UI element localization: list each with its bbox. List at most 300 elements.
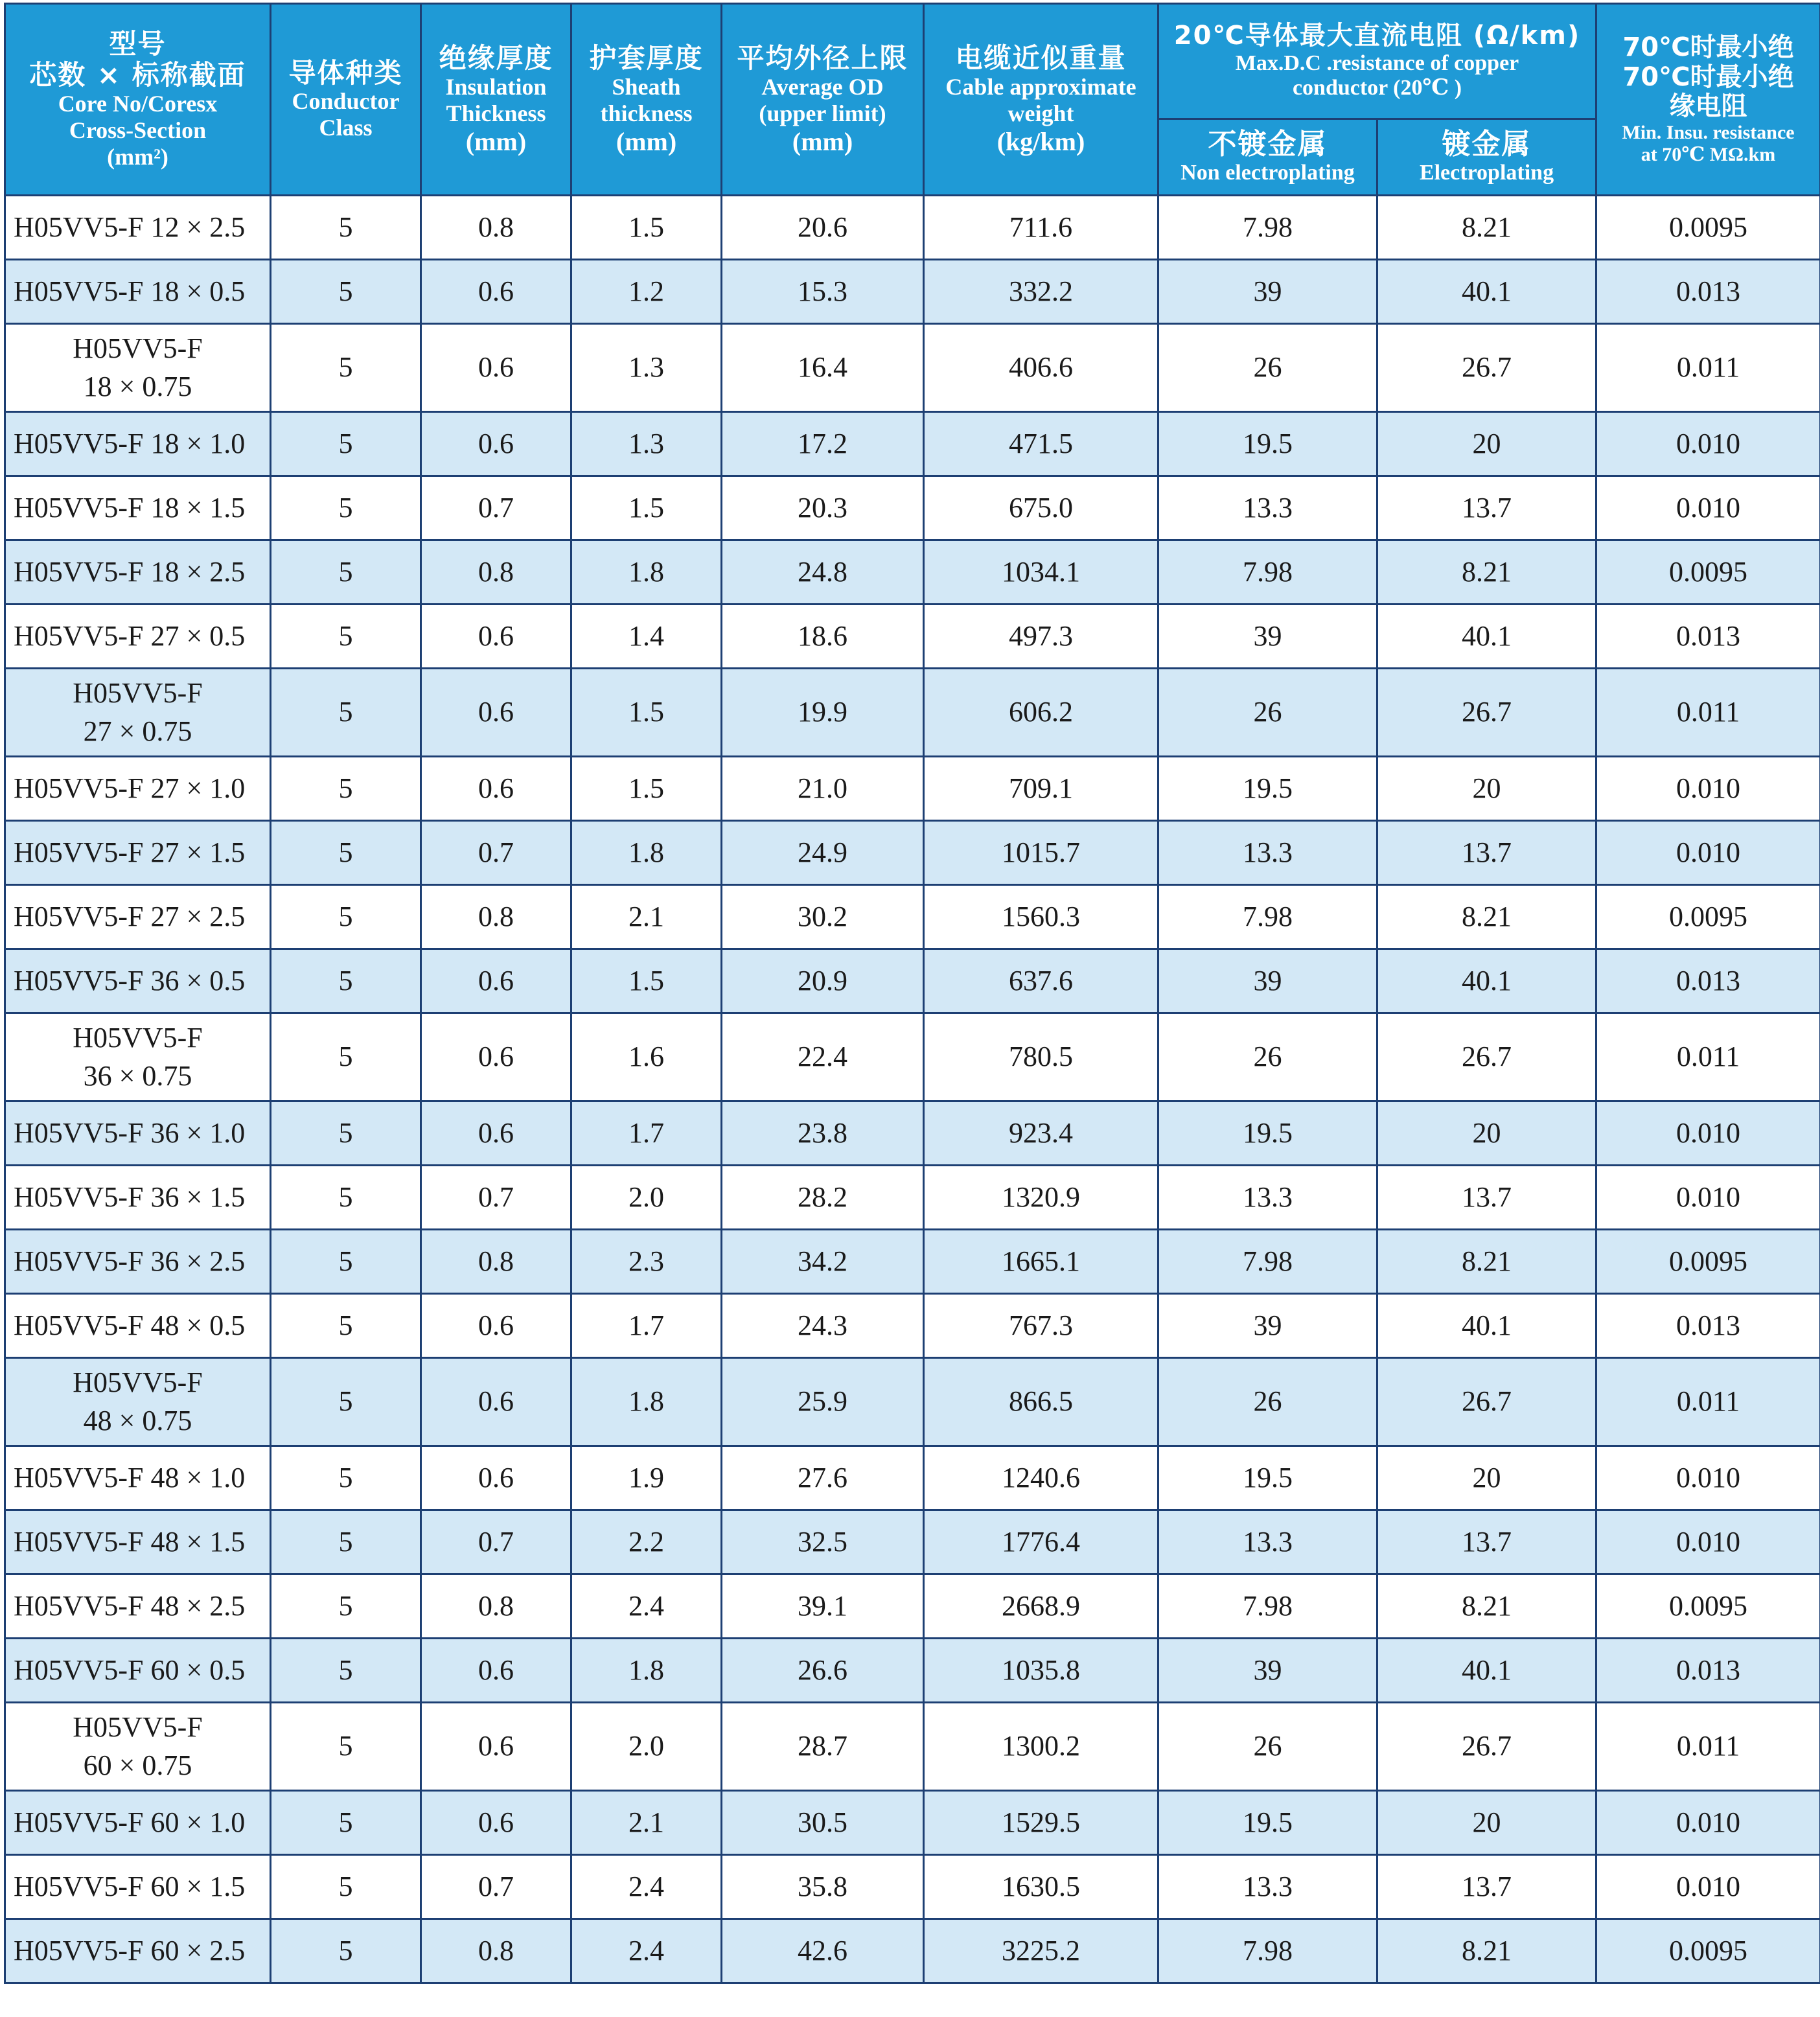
cell-conductor-class: 5 [271, 260, 421, 324]
cell-conductor-class: 5 [271, 1294, 421, 1358]
cell-insulation-resistance: 0.011 [1596, 1703, 1820, 1791]
cell-insulation: 0.6 [421, 260, 571, 324]
table-row [5, 821, 1820, 885]
cell-resistance-non-electroplating: 39 [1158, 949, 1377, 1013]
cell-resistance-non-electroplating: 19.5 [1158, 1791, 1377, 1855]
cell-insulation: 0.7 [421, 821, 571, 885]
cell-od: 23.8 [722, 1101, 924, 1166]
cell-resistance-electroplating: 20 [1377, 1101, 1596, 1166]
cell-insulation-resistance: 0.011 [1596, 1358, 1820, 1446]
cell-sheath: 2.4 [571, 1855, 722, 1919]
cell-resistance-electroplating: 8.21 [1377, 540, 1596, 605]
cell-conductor-class: 5 [271, 1510, 421, 1574]
table-row [5, 885, 1820, 949]
cell-resistance-non-electroplating: 26 [1158, 669, 1377, 757]
table-row [5, 1101, 1820, 1166]
header-weight-unit: (kg/km) [996, 126, 1085, 156]
cell-od: 30.2 [722, 885, 924, 949]
cell-insulation: 0.8 [421, 885, 571, 949]
cell-resistance-non-electroplating: 19.5 [1158, 412, 1377, 476]
cell-conductor-class: 5 [271, 885, 421, 949]
cell-weight: 711.6 [924, 196, 1158, 260]
header-conductor-en2: Class [319, 115, 373, 141]
cell-insulation: 0.8 [421, 1230, 571, 1294]
cell-weight: 1320.9 [924, 1166, 1158, 1230]
cell-model: H05VV5-F 60 × 1.5 [5, 1855, 271, 1919]
cell-resistance-electroplating: 26.7 [1377, 1703, 1596, 1791]
cell-insulation-resistance: 0.010 [1596, 1166, 1820, 1230]
cell-insulation: 0.7 [421, 1855, 571, 1919]
table-row [5, 260, 1820, 324]
cell-insulation-resistance: 0.010 [1596, 412, 1820, 476]
cell-model: H05VV5-F 36 × 0.75 [5, 1013, 271, 1101]
table-row [5, 1358, 1820, 1446]
cell-od: 28.2 [722, 1166, 924, 1230]
header-conductor [271, 4, 421, 196]
table-row [5, 949, 1820, 1013]
cell-insulation: 0.6 [421, 669, 571, 757]
header-model-en1: Core No/Coresx [58, 90, 218, 117]
cell-sheath: 2.4 [571, 1919, 722, 1983]
cell-model: H05VV5-F 36 × 0.5 [5, 949, 271, 1013]
header-ins-res-en2: at 70℃ MΩ.km [1641, 143, 1776, 165]
cable-spec-table [4, 3, 1820, 1984]
cell-model: H05VV5-F 27 × 1.0 [5, 757, 271, 821]
cell-resistance-electroplating: 40.1 [1377, 605, 1596, 669]
cell-od: 42.6 [722, 1919, 924, 1983]
cell-resistance-non-electroplating: 7.98 [1158, 1919, 1377, 1983]
table-row [5, 324, 1820, 412]
cell-insulation: 0.6 [421, 324, 571, 412]
cell-od: 15.3 [722, 260, 924, 324]
header-od-en2: (upper limit) [759, 100, 886, 126]
cell-insulation-resistance: 0.0095 [1596, 196, 1820, 260]
cell-weight: 1630.5 [924, 1855, 1158, 1919]
cell-conductor-class: 5 [271, 1639, 421, 1703]
cell-resistance-electroplating: 8.21 [1377, 1919, 1596, 1983]
cell-insulation-resistance: 0.010 [1596, 1510, 1820, 1574]
cell-model: H05VV5-F 18 × 0.75 [5, 324, 271, 412]
cell-od: 24.8 [722, 540, 924, 605]
table-row [5, 1013, 1820, 1101]
cell-resistance-electroplating: 26.7 [1377, 324, 1596, 412]
cell-insulation-resistance: 0.013 [1596, 605, 1820, 669]
cell-insulation-resistance: 0.0095 [1596, 885, 1820, 949]
cell-resistance-electroplating: 26.7 [1377, 1358, 1596, 1446]
cell-od: 32.5 [722, 1510, 924, 1574]
header-weight [924, 4, 1158, 196]
header-conductor-en1: Conductor [292, 88, 400, 115]
cell-resistance-non-electroplating: 13.3 [1158, 1166, 1377, 1230]
cell-sheath: 1.3 [571, 324, 722, 412]
cell-insulation: 0.6 [421, 1446, 571, 1510]
cell-resistance-electroplating: 8.21 [1377, 1230, 1596, 1294]
header-resistance-zh: 20℃导体最大直流电阻 (Ω/km) [1173, 20, 1581, 51]
cell-resistance-electroplating: 13.7 [1377, 1855, 1596, 1919]
cell-resistance-non-electroplating: 13.3 [1158, 1510, 1377, 1574]
cell-insulation: 0.8 [421, 1919, 571, 1983]
cell-model: H05VV5-F 48 × 2.5 [5, 1574, 271, 1639]
header-insulation-zh: 绝缘厚度 [439, 41, 553, 74]
header-insulation-en1: Insulation [445, 73, 547, 100]
cell-insulation: 0.6 [421, 1703, 571, 1791]
cell-resistance-non-electroplating: 26 [1158, 1358, 1377, 1446]
cell-weight: 675.0 [924, 476, 1158, 540]
cell-insulation: 0.7 [421, 1510, 571, 1574]
header-weight-en2: weight [1008, 100, 1074, 126]
cell-insulation-resistance: 0.010 [1596, 1791, 1820, 1855]
cell-sheath: 1.8 [571, 1358, 722, 1446]
cell-conductor-class: 5 [271, 1855, 421, 1919]
cell-od: 25.9 [722, 1358, 924, 1446]
cell-conductor-class: 5 [271, 949, 421, 1013]
header-weight-en1: Cable approximate [945, 73, 1136, 100]
cell-insulation-resistance: 0.010 [1596, 476, 1820, 540]
cell-weight: 1776.4 [924, 1510, 1158, 1574]
cell-resistance-non-electroplating: 39 [1158, 260, 1377, 324]
cell-model: H05VV5-F 27 × 0.5 [5, 605, 271, 669]
cell-resistance-electroplating: 13.7 [1377, 1510, 1596, 1574]
cell-insulation: 0.8 [421, 1574, 571, 1639]
header-sheath-en2: thickness [600, 100, 693, 126]
cell-conductor-class: 5 [271, 1358, 421, 1446]
cell-insulation: 0.8 [421, 540, 571, 605]
cell-od: 24.9 [722, 821, 924, 885]
cell-resistance-electroplating: 20 [1377, 412, 1596, 476]
cell-od: 16.4 [722, 324, 924, 412]
cell-insulation-resistance: 0.013 [1596, 1639, 1820, 1703]
header-od-zh: 平均外径上限 [737, 41, 908, 74]
cell-insulation-resistance: 0.010 [1596, 757, 1820, 821]
table-row [5, 1639, 1820, 1703]
cell-resistance-non-electroplating: 19.5 [1158, 1446, 1377, 1510]
cell-resistance-non-electroplating: 13.3 [1158, 476, 1377, 540]
cell-insulation-resistance: 0.0095 [1596, 540, 1820, 605]
cell-insulation-resistance: 0.011 [1596, 324, 1820, 412]
cell-sheath: 2.0 [571, 1166, 722, 1230]
cell-od: 30.5 [722, 1791, 924, 1855]
table-row [5, 412, 1820, 476]
header-conductor-zh: 导体种类 [288, 56, 403, 89]
cell-weight: 1560.3 [924, 885, 1158, 949]
table-row [5, 196, 1820, 260]
cell-sheath: 1.7 [571, 1294, 722, 1358]
table-row [5, 1703, 1820, 1791]
table-row [5, 476, 1820, 540]
cell-od: 24.3 [722, 1294, 924, 1358]
cell-weight: 1665.1 [924, 1230, 1158, 1294]
header-sheath [571, 4, 722, 196]
cell-weight: 923.4 [924, 1101, 1158, 1166]
cell-conductor-class: 5 [271, 1101, 421, 1166]
header-sheath-zh: 护套厚度 [589, 41, 704, 74]
cell-od: 20.3 [722, 476, 924, 540]
cell-sheath: 2.4 [571, 1574, 722, 1639]
cell-conductor-class: 5 [271, 821, 421, 885]
cell-resistance-electroplating: 40.1 [1377, 949, 1596, 1013]
cell-resistance-electroplating: 8.21 [1377, 196, 1596, 260]
header-non-electroplating-en: Non electroplating [1181, 161, 1355, 185]
cell-sheath: 1.8 [571, 540, 722, 605]
header-ins-res-zh2: 70℃时最小绝 [1622, 62, 1794, 92]
cell-resistance-electroplating: 20 [1377, 1446, 1596, 1510]
cell-conductor-class: 5 [271, 757, 421, 821]
cell-resistance-electroplating: 8.21 [1377, 1574, 1596, 1639]
cell-od: 18.6 [722, 605, 924, 669]
cell-od: 20.9 [722, 949, 924, 1013]
header-insulation-unit: (mm) [465, 126, 527, 156]
cell-resistance-non-electroplating: 7.98 [1158, 540, 1377, 605]
cell-model: H05VV5-F 36 × 1.5 [5, 1166, 271, 1230]
cell-conductor-class: 5 [271, 324, 421, 412]
cell-insulation-resistance: 0.010 [1596, 1446, 1820, 1510]
cell-sheath: 2.1 [571, 1791, 722, 1855]
header-weight-zh: 电缆近似重量 [955, 41, 1127, 74]
table-header [5, 4, 1820, 196]
cell-conductor-class: 5 [271, 196, 421, 260]
cell-od: 22.4 [722, 1013, 924, 1101]
cell-insulation-resistance: 0.0095 [1596, 1574, 1820, 1639]
cell-od: 28.7 [722, 1703, 924, 1791]
cell-resistance-electroplating: 20 [1377, 757, 1596, 821]
cell-sheath: 2.0 [571, 1703, 722, 1791]
cell-od: 34.2 [722, 1230, 924, 1294]
cell-resistance-non-electroplating: 39 [1158, 1639, 1377, 1703]
cell-resistance-non-electroplating: 19.5 [1158, 757, 1377, 821]
cell-insulation-resistance: 0.013 [1596, 949, 1820, 1013]
cell-insulation-resistance: 0.0095 [1596, 1919, 1820, 1983]
cell-insulation-resistance: 0.0095 [1596, 1230, 1820, 1294]
header-insulation [421, 4, 571, 196]
cell-sheath: 1.2 [571, 260, 722, 324]
header-electroplating-en: Electroplating [1419, 161, 1554, 185]
header-ins-res-zh3: 缘电阻 [1669, 91, 1747, 122]
header-electroplating-zh: 镀金属 [1442, 128, 1532, 161]
cell-insulation: 0.6 [421, 1101, 571, 1166]
cell-insulation: 0.6 [421, 1013, 571, 1101]
cell-model: H05VV5-F 48 × 1.0 [5, 1446, 271, 1510]
cell-insulation: 0.6 [421, 949, 571, 1013]
cell-conductor-class: 5 [271, 476, 421, 540]
cell-resistance-electroplating: 13.7 [1377, 476, 1596, 540]
cell-insulation-resistance: 0.010 [1596, 1101, 1820, 1166]
cell-weight: 866.5 [924, 1358, 1158, 1446]
cell-resistance-electroplating: 40.1 [1377, 260, 1596, 324]
cell-sheath: 1.4 [571, 605, 722, 669]
cell-resistance-non-electroplating: 13.3 [1158, 1855, 1377, 1919]
cell-conductor-class: 5 [271, 412, 421, 476]
header-non-electroplating-zh: 不镀金属 [1208, 128, 1328, 161]
header-ins-res-en1: Min. Insu. resistance [1622, 121, 1795, 143]
cell-weight: 3225.2 [924, 1919, 1158, 1983]
cell-sheath: 1.5 [571, 757, 722, 821]
cell-weight: 1035.8 [924, 1639, 1158, 1703]
table-row [5, 1446, 1820, 1510]
cell-weight: 2668.9 [924, 1574, 1158, 1639]
cell-weight: 1015.7 [924, 821, 1158, 885]
cell-sheath: 1.5 [571, 669, 722, 757]
cell-weight: 767.3 [924, 1294, 1158, 1358]
cell-model: H05VV5-F 27 × 1.5 [5, 821, 271, 885]
cell-model: H05VV5-F 48 × 0.75 [5, 1358, 271, 1446]
cell-insulation: 0.6 [421, 412, 571, 476]
table-body [5, 196, 1820, 1983]
header-od [722, 4, 924, 196]
header-resistance-en2: conductor (20℃ ) [1292, 76, 1462, 100]
cell-model: H05VV5-F 60 × 0.5 [5, 1639, 271, 1703]
cell-conductor-class: 5 [271, 1446, 421, 1510]
cell-model: H05VV5-F 18 × 1.0 [5, 412, 271, 476]
cell-conductor-class: 5 [271, 605, 421, 669]
cell-od: 26.6 [722, 1639, 924, 1703]
cell-model: H05VV5-F 36 × 1.0 [5, 1101, 271, 1166]
cell-od: 27.6 [722, 1446, 924, 1510]
cell-sheath: 1.3 [571, 412, 722, 476]
cell-od: 19.9 [722, 669, 924, 757]
cell-od: 17.2 [722, 412, 924, 476]
cell-sheath: 1.8 [571, 821, 722, 885]
cell-sheath: 1.9 [571, 1446, 722, 1510]
cell-model: H05VV5-F 27 × 2.5 [5, 885, 271, 949]
cell-model: H05VV5-F 60 × 2.5 [5, 1919, 271, 1983]
cell-conductor-class: 5 [271, 1166, 421, 1230]
cell-insulation: 0.7 [421, 476, 571, 540]
table-row [5, 1230, 1820, 1294]
cell-conductor-class: 5 [271, 1230, 421, 1294]
cell-insulation-resistance: 0.011 [1596, 669, 1820, 757]
cell-model: H05VV5-F 18 × 1.5 [5, 476, 271, 540]
cell-resistance-electroplating: 26.7 [1377, 1013, 1596, 1101]
cell-sheath: 1.6 [571, 1013, 722, 1101]
cell-insulation: 0.8 [421, 196, 571, 260]
cell-model: H05VV5-F 60 × 0.75 [5, 1703, 271, 1791]
cell-resistance-non-electroplating: 13.3 [1158, 821, 1377, 885]
cell-model: H05VV5-F 48 × 0.5 [5, 1294, 271, 1358]
cell-model: H05VV5-F 18 × 0.5 [5, 260, 271, 324]
cell-weight: 606.2 [924, 669, 1158, 757]
cell-conductor-class: 5 [271, 1791, 421, 1855]
header-sheath-en1: Sheath [612, 73, 681, 100]
cell-sheath: 1.8 [571, 1639, 722, 1703]
cell-insulation-resistance: 0.011 [1596, 1013, 1820, 1101]
cell-od: 39.1 [722, 1574, 924, 1639]
cell-resistance-non-electroplating: 26 [1158, 324, 1377, 412]
cell-resistance-electroplating: 8.21 [1377, 885, 1596, 949]
cell-conductor-class: 5 [271, 540, 421, 605]
cell-resistance-non-electroplating: 39 [1158, 1294, 1377, 1358]
cell-resistance-non-electroplating: 7.98 [1158, 196, 1377, 260]
table-row [5, 1294, 1820, 1358]
cell-resistance-non-electroplating: 26 [1158, 1013, 1377, 1101]
header-electroplating [1377, 119, 1596, 196]
cell-model: H05VV5-F 27 × 0.75 [5, 669, 271, 757]
cell-sheath: 1.5 [571, 476, 722, 540]
header-non-electroplating [1158, 119, 1377, 196]
cell-resistance-electroplating: 40.1 [1377, 1294, 1596, 1358]
table-row [5, 1791, 1820, 1855]
cell-weight: 1529.5 [924, 1791, 1158, 1855]
table-row [5, 605, 1820, 669]
cell-model: H05VV5-F 12 × 2.5 [5, 196, 271, 260]
cell-conductor-class: 5 [271, 1703, 421, 1791]
cell-weight: 332.2 [924, 260, 1158, 324]
cell-sheath: 1.7 [571, 1101, 722, 1166]
cell-resistance-electroplating: 40.1 [1377, 1639, 1596, 1703]
cell-conductor-class: 5 [271, 669, 421, 757]
cell-weight: 1300.2 [924, 1703, 1158, 1791]
cell-weight: 1240.6 [924, 1446, 1158, 1510]
header-resistance-en1: Max.D.C .resistance of copper [1235, 51, 1519, 75]
cell-insulation: 0.6 [421, 757, 571, 821]
cell-insulation-resistance: 0.010 [1596, 1855, 1820, 1919]
table-row [5, 1855, 1820, 1919]
cell-sheath: 2.2 [571, 1510, 722, 1574]
cell-insulation: 0.6 [421, 605, 571, 669]
table-row [5, 757, 1820, 821]
cell-resistance-electroplating: 26.7 [1377, 669, 1596, 757]
header-model-en2: Cross-Section [69, 117, 207, 143]
header-insulation-resistance [1596, 4, 1820, 196]
table-row [5, 1166, 1820, 1230]
cell-conductor-class: 5 [271, 1574, 421, 1639]
cell-insulation-resistance: 0.010 [1596, 821, 1820, 885]
header-insulation-en2: Thickness [446, 100, 546, 126]
cell-weight: 637.6 [924, 949, 1158, 1013]
cell-model: H05VV5-F 36 × 2.5 [5, 1230, 271, 1294]
cell-resistance-electroplating: 13.7 [1377, 1166, 1596, 1230]
cell-weight: 406.6 [924, 324, 1158, 412]
cell-model: H05VV5-F 18 × 2.5 [5, 540, 271, 605]
cell-insulation: 0.6 [421, 1791, 571, 1855]
cell-weight: 497.3 [924, 605, 1158, 669]
header-model-unit: (mm²) [107, 143, 168, 170]
header-od-unit: (mm) [792, 126, 853, 156]
cell-insulation: 0.6 [421, 1358, 571, 1446]
cell-model: H05VV5-F 60 × 1.0 [5, 1791, 271, 1855]
cell-weight: 1034.1 [924, 540, 1158, 605]
cell-od: 20.6 [722, 196, 924, 260]
cell-weight: 780.5 [924, 1013, 1158, 1101]
cell-resistance-non-electroplating: 7.98 [1158, 885, 1377, 949]
cell-resistance-non-electroplating: 39 [1158, 605, 1377, 669]
header-model-zh2: 芯数 × 标称截面 [29, 58, 246, 91]
cell-resistance-electroplating: 13.7 [1377, 821, 1596, 885]
table-row [5, 1574, 1820, 1639]
header-model [5, 4, 271, 196]
cell-sheath: 2.3 [571, 1230, 722, 1294]
cell-insulation: 0.6 [421, 1639, 571, 1703]
header-sheath-unit: (mm) [616, 126, 677, 156]
cell-resistance-non-electroplating: 7.98 [1158, 1574, 1377, 1639]
table-row [5, 1919, 1820, 1983]
header-od-en1: Average OD [761, 73, 884, 100]
cell-weight: 709.1 [924, 757, 1158, 821]
header-ins-res-zh1: 70℃时最小绝 [1622, 32, 1794, 62]
cell-od: 21.0 [722, 757, 924, 821]
cell-resistance-non-electroplating: 19.5 [1158, 1101, 1377, 1166]
header-model-zh1: 型号 [109, 28, 167, 60]
cell-conductor-class: 5 [271, 1919, 421, 1983]
cell-od: 35.8 [722, 1855, 924, 1919]
cell-insulation: 0.7 [421, 1166, 571, 1230]
cell-resistance-non-electroplating: 26 [1158, 1703, 1377, 1791]
cell-sheath: 1.5 [571, 196, 722, 260]
header-resistance [1158, 4, 1596, 119]
cell-model: H05VV5-F 48 × 1.5 [5, 1510, 271, 1574]
cell-resistance-electroplating: 20 [1377, 1791, 1596, 1855]
cell-insulation-resistance: 0.013 [1596, 1294, 1820, 1358]
table-row [5, 540, 1820, 605]
